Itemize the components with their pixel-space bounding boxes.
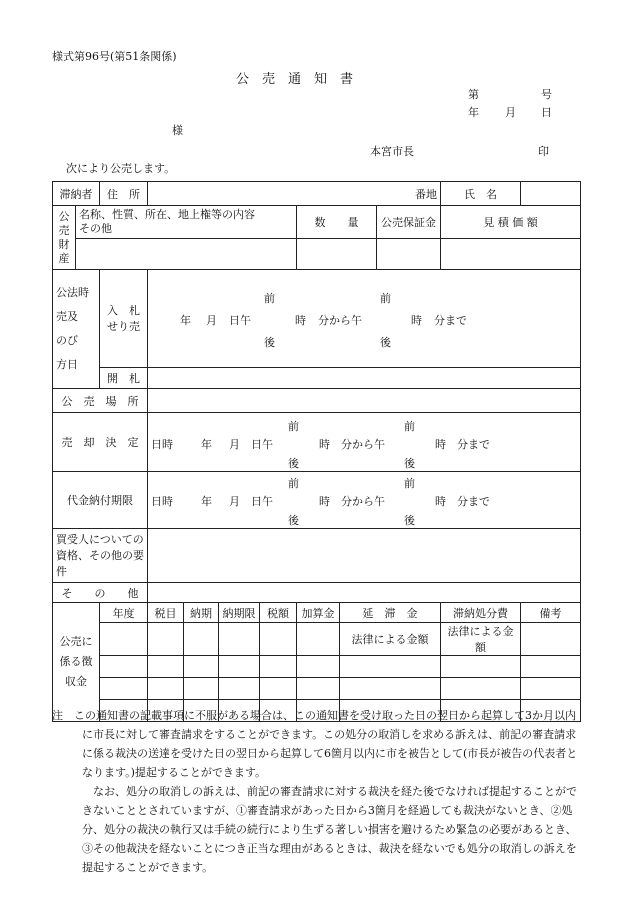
late-by-law: 法律による金額 [340,623,441,656]
notes-section [52,706,580,877]
payment-go-2: 後 [404,514,415,527]
levy-label [53,603,100,722]
bid-hour-1: 時 [295,313,306,327]
levy-cell [260,623,297,656]
levy-cell [184,656,219,678]
property-desc-line1: 名称、性質、所在、地上権等の内容 [79,208,255,221]
property-label [53,206,76,270]
opening-label: 開 札 [100,368,148,389]
property-desc-field [76,239,297,270]
bid-go-2: 後 [380,335,391,349]
levy-cell [340,656,441,678]
payment-deadline-label: 代金納付期限 [53,472,148,529]
deposit-field [377,239,441,270]
date-month: 月 [505,106,516,119]
levy-cell [260,656,297,678]
method-date-label [53,270,100,389]
decision-hour-2: 時 [435,438,446,451]
method-line3: のび [56,334,78,347]
decision-year: 年 [201,438,212,451]
col-period: 納期 [184,603,219,623]
name-field [521,182,581,206]
levy-cell [148,623,184,656]
banchi-label: 番地 [415,187,438,201]
col-deadline: 納期限 [219,603,260,623]
col-disposition-fee: 滞納処分費 [441,603,521,623]
auction-table [52,181,581,722]
date-year: 年 [468,106,479,119]
levy-cell [184,678,219,700]
payment-zen-2: 前 [404,477,415,490]
levy-cell [521,678,581,700]
form-number: 様式第96号(第51条関係) [52,50,177,63]
decision-label: 売 却 決 定 [53,413,148,472]
decision-until: 分まで [457,438,490,451]
levy-cell [219,678,260,700]
payment-go-1: 後 [288,514,299,527]
bid-from: 分から午 [318,313,362,327]
payment-day: 日午 [251,495,273,508]
bid-month: 月 [206,313,217,327]
method-line4: 方日 [56,358,78,371]
bid-zen-1: 前 [264,291,275,305]
method-line1: 公法時 [56,286,89,299]
levy-cell [260,678,297,700]
bid-line2: せり売 [107,319,140,333]
opening-field [148,368,581,389]
issuer-name: 本宮市長 [370,145,414,158]
levy-cell [148,656,184,678]
address-field [148,182,441,206]
payment-year: 年 [201,495,212,508]
levy-cell [100,623,148,656]
levy-cell [100,656,148,678]
other-field [148,583,581,603]
intro-text: 次により公売します。 [66,162,176,175]
estimate-label: 見 積 価 額 [441,206,581,239]
decision-datetime [148,413,581,472]
levy-cell [340,678,441,700]
levy-cell [184,623,219,656]
col-tax-item: 税目 [148,603,184,623]
delinquent-label: 滞納者 [53,182,100,206]
date-day: 日 [541,106,552,119]
payment-zen-1: 前 [288,477,299,490]
levy-cell [441,656,521,678]
levy-cell [219,623,260,656]
levy-cell [521,623,581,656]
bid-until: 分まで [434,313,467,327]
levy-cell [521,656,581,678]
name-label: 氏 名 [441,182,521,206]
levy-cell [100,678,148,700]
bid-go-1: 後 [264,335,275,349]
quantity-label: 数 量 [297,206,377,239]
estimate-field [441,239,581,270]
bid-label [100,270,148,368]
levy-cell [297,623,340,656]
decision-hour-1: 時 [319,438,330,451]
address-label: 住 所 [100,182,148,206]
decision-nichiji: 日時 [151,438,173,451]
decision-month: 月 [229,438,240,451]
buyer-requirements-label [53,529,148,583]
bid-line1: 入 札 [107,303,140,317]
other-label: そ の 他 [53,583,148,603]
payment-hour-2: 時 [435,495,446,508]
number-dai: 第 [468,88,479,101]
property-label-text: 公売財産 [58,209,70,265]
levy-cell [441,678,521,700]
decision-zen-1: 前 [288,420,299,433]
buyer-line2: の要件 [56,548,144,578]
buyer-line1: 買受人についての資格、その他 [56,532,144,562]
bid-zen-2: 前 [380,291,391,305]
number-go: 号 [541,88,552,101]
payment-deadline-datetime [148,472,581,529]
note-paragraph-2: なお、処分の取消しの訴えは、前記の審査請求に対する裁決を経た後でなければ提起することができないこととされていますが、①審査請求があった日から3箇月を経過しても裁決がないとき、②処分、処分の裁決の執行又は手続の続行により生ずる著しい損害を避けるため緊急の必要があるとき、③その他裁決を経ないことにつき正当な理由があるときは、裁決を経ないでも処分の取消しの訴えを提起することができます。 [82,785,577,874]
decision-from: 分から午 [341,438,385,451]
fee-by-law: 法律による金額 [441,623,521,656]
document-title: 公 売 通 知 書 [236,72,354,87]
payment-nichiji: 日時 [151,495,173,508]
decision-go-1: 後 [288,457,299,470]
levy-cell [148,678,184,700]
place-field [148,389,581,413]
bid-datetime [148,270,581,368]
place-label: 公 売 場 所 [53,389,148,413]
decision-zen-2: 前 [404,420,415,433]
levy-cell [297,678,340,700]
payment-from: 分から午 [341,495,385,508]
decision-day: 日午 [251,438,273,451]
col-year: 年度 [100,603,148,623]
col-amount: 税額 [260,603,297,623]
col-remarks: 備考 [521,603,581,623]
property-desc-line2: その他 [79,222,112,235]
bid-year: 年 [180,313,191,327]
levy-cell [219,656,260,678]
deposit-label: 公売保証金 [377,206,441,239]
decision-go-2: 後 [404,457,415,470]
payment-month: 月 [229,495,240,508]
method-line2: 売及 [56,310,78,323]
levy-cell [297,656,340,678]
payment-until: 分まで [457,495,490,508]
levy-label-text: 公売に係る徴収金 [59,635,93,688]
buyer-requirements-field [148,529,581,583]
bid-hour-2: 時 [411,313,422,327]
property-desc [76,206,297,239]
quantity-field [297,239,377,270]
note-paragraph-1: 注 この通知書の記載事項に不服がある場合は、この通知書を受け取った日の翌日から起算して3か月以内に市長に対して審査請求をすることができます。この処分の取消しを求める訴えは、前記の審査請求に係る裁決の送達を受けた日の翌日から起算して6箇月以内に市を被告として(市長が被告の代表者となります。)提起することができます。 [52,709,578,779]
seal-mark: 印 [538,145,549,158]
bid-day: 日午 [229,313,251,327]
addressee-sama: 様 [172,124,183,137]
col-additional: 加算金 [297,603,340,623]
col-late-charge: 延 滞 金 [340,603,441,623]
payment-hour-1: 時 [319,495,330,508]
